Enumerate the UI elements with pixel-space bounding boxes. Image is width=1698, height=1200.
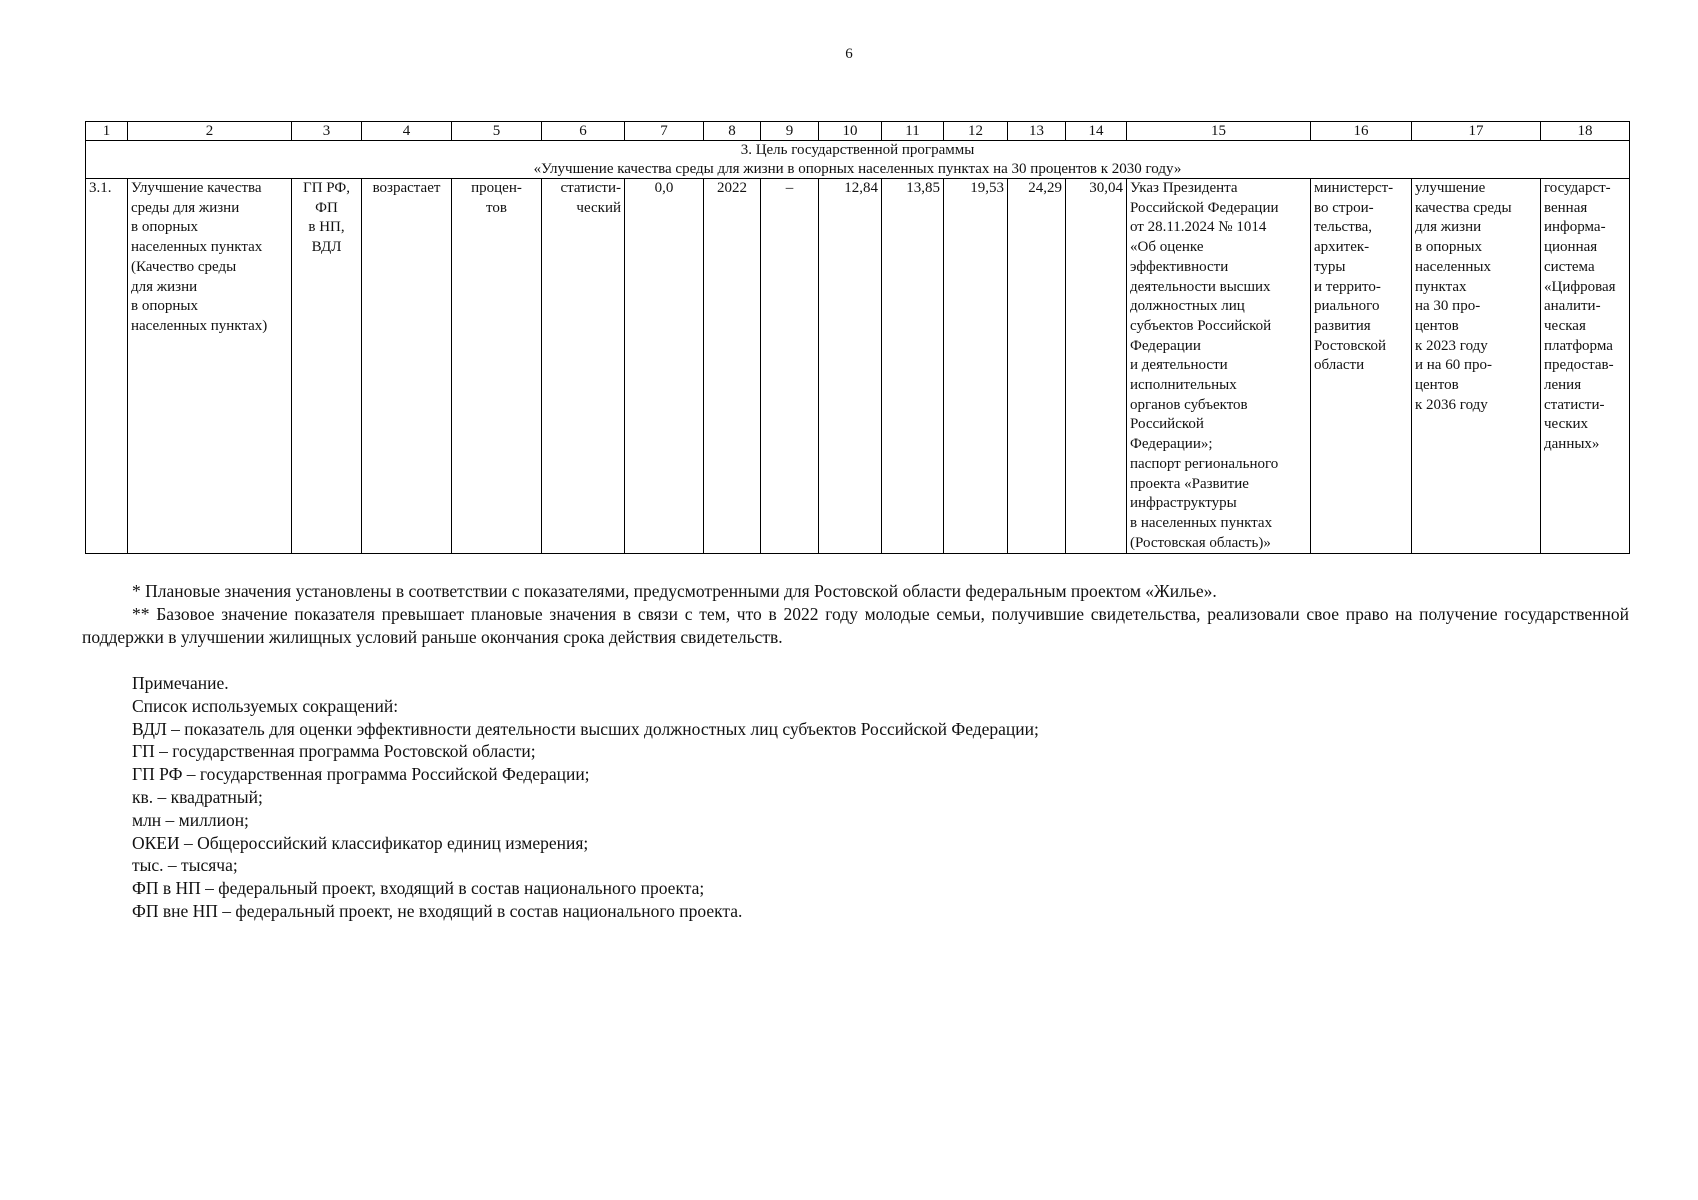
page-number: 6 [845, 46, 853, 62]
section-title-row [86, 141, 1630, 179]
abbreviation-list-title: Список используемых сокращений: [132, 695, 399, 716]
column-number: 14 [1066, 122, 1127, 141]
indicator-level: ГП РФ, ФП в НП, ВДЛ [292, 179, 362, 554]
row-number: 3.1. [86, 179, 128, 554]
indicator-type: статисти- ческий [542, 179, 625, 554]
column-number: 7 [625, 122, 704, 141]
column-number: 2 [128, 122, 292, 141]
section-title-line: «Улучшение качества среды для жизни в опорных населенных пунктах на 30 процентов к 2030 году» [533, 160, 1182, 177]
column-number: 18 [1541, 122, 1630, 141]
goal-indicators-table [85, 121, 1630, 554]
abbreviation-item: кв. – квадратный; [132, 786, 263, 807]
column-number: 12 [944, 122, 1008, 141]
section-title [86, 141, 1630, 179]
column-number: 9 [761, 122, 819, 141]
column-number: 3 [292, 122, 362, 141]
base-year: 2022 [704, 179, 761, 554]
column-number: 10 [819, 122, 882, 141]
footnote-2: ** Базовое значение показателя превышает плановые значения в связи с тем, что в 2022 году молодые семьи, получившие свидетельства, реализовали свое право на получение государственной поддержки в улучшении жилищных условий раньше окончания срока действия свидетельств. [82, 603, 1629, 647]
column-number: 15 [1127, 122, 1311, 141]
indicator-trend: возрастает [362, 179, 452, 554]
column-number: 5 [452, 122, 542, 141]
base-value: 0,0 [625, 179, 704, 554]
footnote-1: * Плановые значения установлены в соответствии с показателями, предусмотренными для Ростовской области федеральным проектом «Жилье». [132, 581, 1217, 601]
value-col-13: 24,29 [1008, 179, 1066, 554]
column-number: 1 [86, 122, 128, 141]
table-row [86, 179, 1630, 554]
column-number: 11 [882, 122, 944, 141]
abbreviation-item: ФП в НП – федеральный проект, входящий в состав национального проекта; [132, 878, 705, 899]
indicator-name: Улучшение качества среды для жизни в опорных населенных пунктах (Качество среды для жизни в опорных населенных пунктах) [128, 179, 292, 554]
column-number: 16 [1311, 122, 1412, 141]
abbreviation-item: ФП вне НП – федеральный проект, не входящий в состав национального проекта. [132, 900, 743, 921]
column-number: 13 [1008, 122, 1066, 141]
abbreviations-note [132, 672, 1039, 923]
column-number: 4 [362, 122, 452, 141]
value-col-14: 30,04 [1066, 179, 1127, 554]
responsible-body: министерст- во строи- тельства, архитек- туры и террито- риального развития Ростовской области [1311, 179, 1412, 554]
abbreviation-item: ГП РФ – государственная программа Российской Федерации; [132, 764, 590, 785]
value-col-11: 13,85 [882, 179, 944, 554]
value-col-12: 19,53 [944, 179, 1008, 554]
abbreviation-item: ВДЛ – показатель для оценки эффективности деятельности высших должностных лиц субъектов Российской Федерации; [132, 718, 1039, 739]
regulatory-document: Указ Президента Российской Федерации от 28.11.2024 № 1014 «Об оценке эффективности деятельности высших должностных лиц субъектов Российской Федерации и деятельности исполнительных органов субъектов Российской Федерации»; паспорт регионального проекта «Развитие инфраструктуры в населенных пунктах (Ростовская область)» [1127, 179, 1311, 554]
column-number: 6 [542, 122, 625, 141]
unit-of-measure: процен- тов [452, 179, 542, 554]
information-system: государст- венная информа- ционная система «Цифровая аналити- ческая платформа предостав- ления статисти- ческих данных» [1541, 179, 1630, 554]
value-col-10: 12,84 [819, 179, 882, 554]
column-number: 17 [1412, 122, 1541, 141]
column-number-row [86, 122, 1630, 141]
column-9-value: – [761, 179, 819, 554]
abbreviation-item: ОКЕИ – Общероссийский классификатор единиц измерения; [132, 832, 589, 853]
abbreviation-item: тыс. – тысяча; [132, 855, 238, 876]
note-heading: Примечание. [132, 673, 229, 693]
abbreviation-item: млн – миллион; [132, 809, 249, 830]
column-number: 8 [704, 122, 761, 141]
goal-link: улучшение качества среды для жизни в опорных населенных пунктах на 30 про- центов к 2023 году и на 60 про- центов к 2036 году [1412, 179, 1541, 554]
footnotes [82, 580, 1629, 648]
section-title-line: 3. Цель государственной программы [740, 142, 975, 158]
abbreviation-item: ГП – государственная программа Ростовской области; [132, 741, 536, 762]
